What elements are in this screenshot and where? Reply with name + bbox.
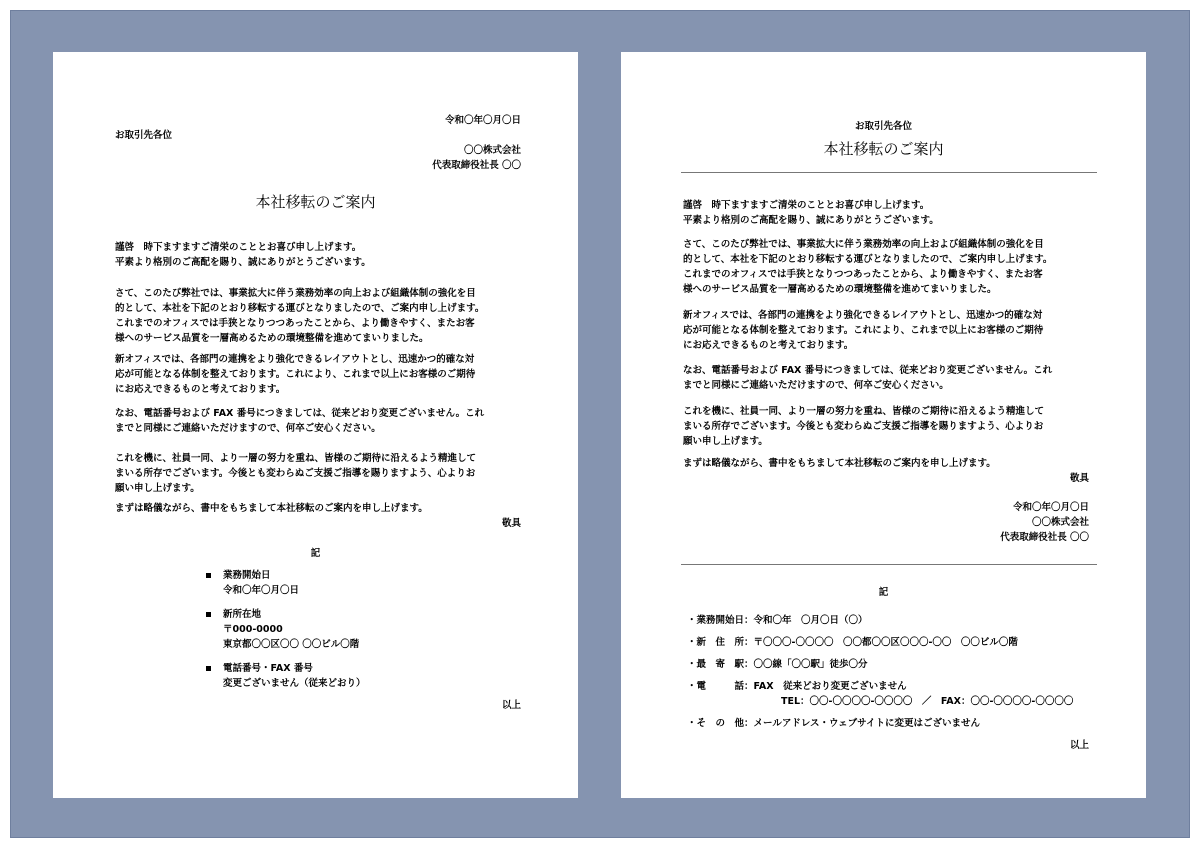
detail-row: ・業務開始日：令和〇年 〇月〇日（〇） [687,615,868,626]
ki-heading: 記 [310,548,321,559]
paragraph-4: これを機に、社員一同、より一層の努力を重ね、皆様のご期待に沿えるよう精進して まいる所存でございます。今後とも変わらぬご支援ご指導を賜りますよう、心よりお 願い申し上げます。 [683,406,1045,447]
list-item-value: 東京都〇〇区〇〇 〇〇ビル〇階 [223,639,360,650]
list-item-value: 変更ございません（従来どおり） [223,678,366,689]
ki-heading: 記 [878,587,889,598]
square-bullet-icon [206,573,211,578]
ijo: 以上 [501,700,521,711]
paragraph-3: なお、電話番号および FAX 番号につきましては、従来どおり変更ございません。これ までと同様にご連絡いただけますので、何卒ご安心ください。 [683,365,1053,391]
square-bullet-icon [206,612,211,617]
list-item: 業務開始日 [206,568,271,583]
closing-line: まずは略儀ながら、書中をもちまして本社移転のご案内を申し上げます。 [115,503,428,514]
title-divider [681,172,1097,173]
recipient: お取引先各位 [854,121,912,132]
detail-row-continued: TEL：〇〇-〇〇〇〇-〇〇〇〇 ／ FAX：〇〇-〇〇〇〇-〇〇〇〇 [781,696,1074,707]
date: 令和〇年〇月〇日 [444,115,521,126]
detail-row: ・新 住 所：〒〇〇〇-〇〇〇〇 〇〇都〇〇区〇〇〇-〇〇 〇〇ビル〇階 [687,637,1018,648]
bullet-dot-icon: ・ [687,681,697,692]
greeting: 謹啓 時下ますますご清栄のこととお喜び申し上げます。 平素より格別のご高配を賜り、誠にありがとうございます。 [115,242,371,268]
detail-row: ・最 寄 駅：〇〇線「〇〇駅」徒歩〇分 [687,659,868,670]
paragraph-1: さて、このたび弊社では、事業拡大に伴う業務効率の向上および組織体制の強化を目 的として、本社を下記のとおり移転する運びとなりましたので、ご案内申し上げます。 これまでのオフィスでは手狭となりつつあったことから、より働きやすく、またお客 様へのサービス品質を一層高めるための環境整備を進めてまいりました。 [683,239,1053,295]
document-page-1 [53,52,578,798]
paragraph-2: 新オフィスでは、各部門の連携をより強化できるレイアウトとし、迅速かつ的確な対 応が可能となる体制を整えております。これにより、これまで以上にお客様のご期待 にお応えできるものと考えております。 [683,310,1044,351]
bullet-dot-icon: ・ [687,615,697,626]
list-item: 電話番号・FAX 番号 [206,661,313,676]
keigu: 敬具 [501,518,521,529]
paragraph-1: さて、このたび弊社では、事業拡大に伴う業務効率の向上および組織体制の強化を目 的として、本社を下記のとおり移転する運びとなりましたので、ご案内申し上げます。 これまでのオフィスでは手狭となりつつあったことから、より働きやすく、またお客 様へのサービス品質を一層高めるための環境整備を進めてまいりました。 [115,288,485,344]
ijo: 以上 [1069,740,1089,751]
company-name: 〇〇株式会社 [463,145,521,156]
company-name: 〇〇株式会社 [1031,517,1089,528]
document-title: 本社移転のご案内 [823,140,944,158]
square-bullet-icon [206,666,211,671]
representative: 代表取締役社長 〇〇 [432,160,521,171]
bullet-dot-icon: ・ [687,659,697,670]
document-page-2 [621,52,1146,798]
background-frame [10,10,1190,838]
detail-row: ・電 話：FAX 従来どおり変更ございません [687,681,907,692]
representative: 代表取締役社長 〇〇 [1000,532,1089,543]
greeting: 謹啓 時下ますますご清栄のこととお喜び申し上げます。 平素より格別のご高配を賜り、誠にありがとうございます。 [683,200,939,226]
paragraph-2: 新オフィスでは、各部門の連携をより強化できるレイアウトとし、迅速かつ的確な対 応が可能となる体制を整えております。これにより、これまで以上にお客様のご期待 にお応えできるものと考えております。 [115,354,476,395]
list-item-value: 令和〇年〇月〇日 [223,585,300,596]
paragraph-4: これを機に、社員一同、より一層の努力を重ね、皆様のご期待に沿えるよう精進して まいる所存でございます。今後とも変わらぬご支援ご指導を賜りますよう、心よりお 願い申し上げます。 [115,453,477,494]
bullet-dot-icon: ・ [687,637,697,648]
paragraph-3: なお、電話番号および FAX 番号につきましては、従来どおり変更ございません。これ までと同様にご連絡いただけますので、何卒ご安心ください。 [115,408,485,434]
details-divider [681,564,1097,565]
detail-row: ・そ の 他：メールアドレス・ウェブサイトに変更はございません [687,718,981,729]
recipient: お取引先各位 [115,130,173,141]
document-title: 本社移転のご案内 [255,193,376,211]
keigu: 敬具 [1069,473,1089,484]
bullet-dot-icon: ・ [687,718,697,729]
date: 令和〇年〇月〇日 [1012,502,1089,513]
list-item-value: 〒000-0000 [223,624,283,635]
list-item: 新所在地 [206,607,261,622]
closing-line: まずは略儀ながら、書中をもちまして本社移転のご案内を申し上げます。 [683,458,996,469]
